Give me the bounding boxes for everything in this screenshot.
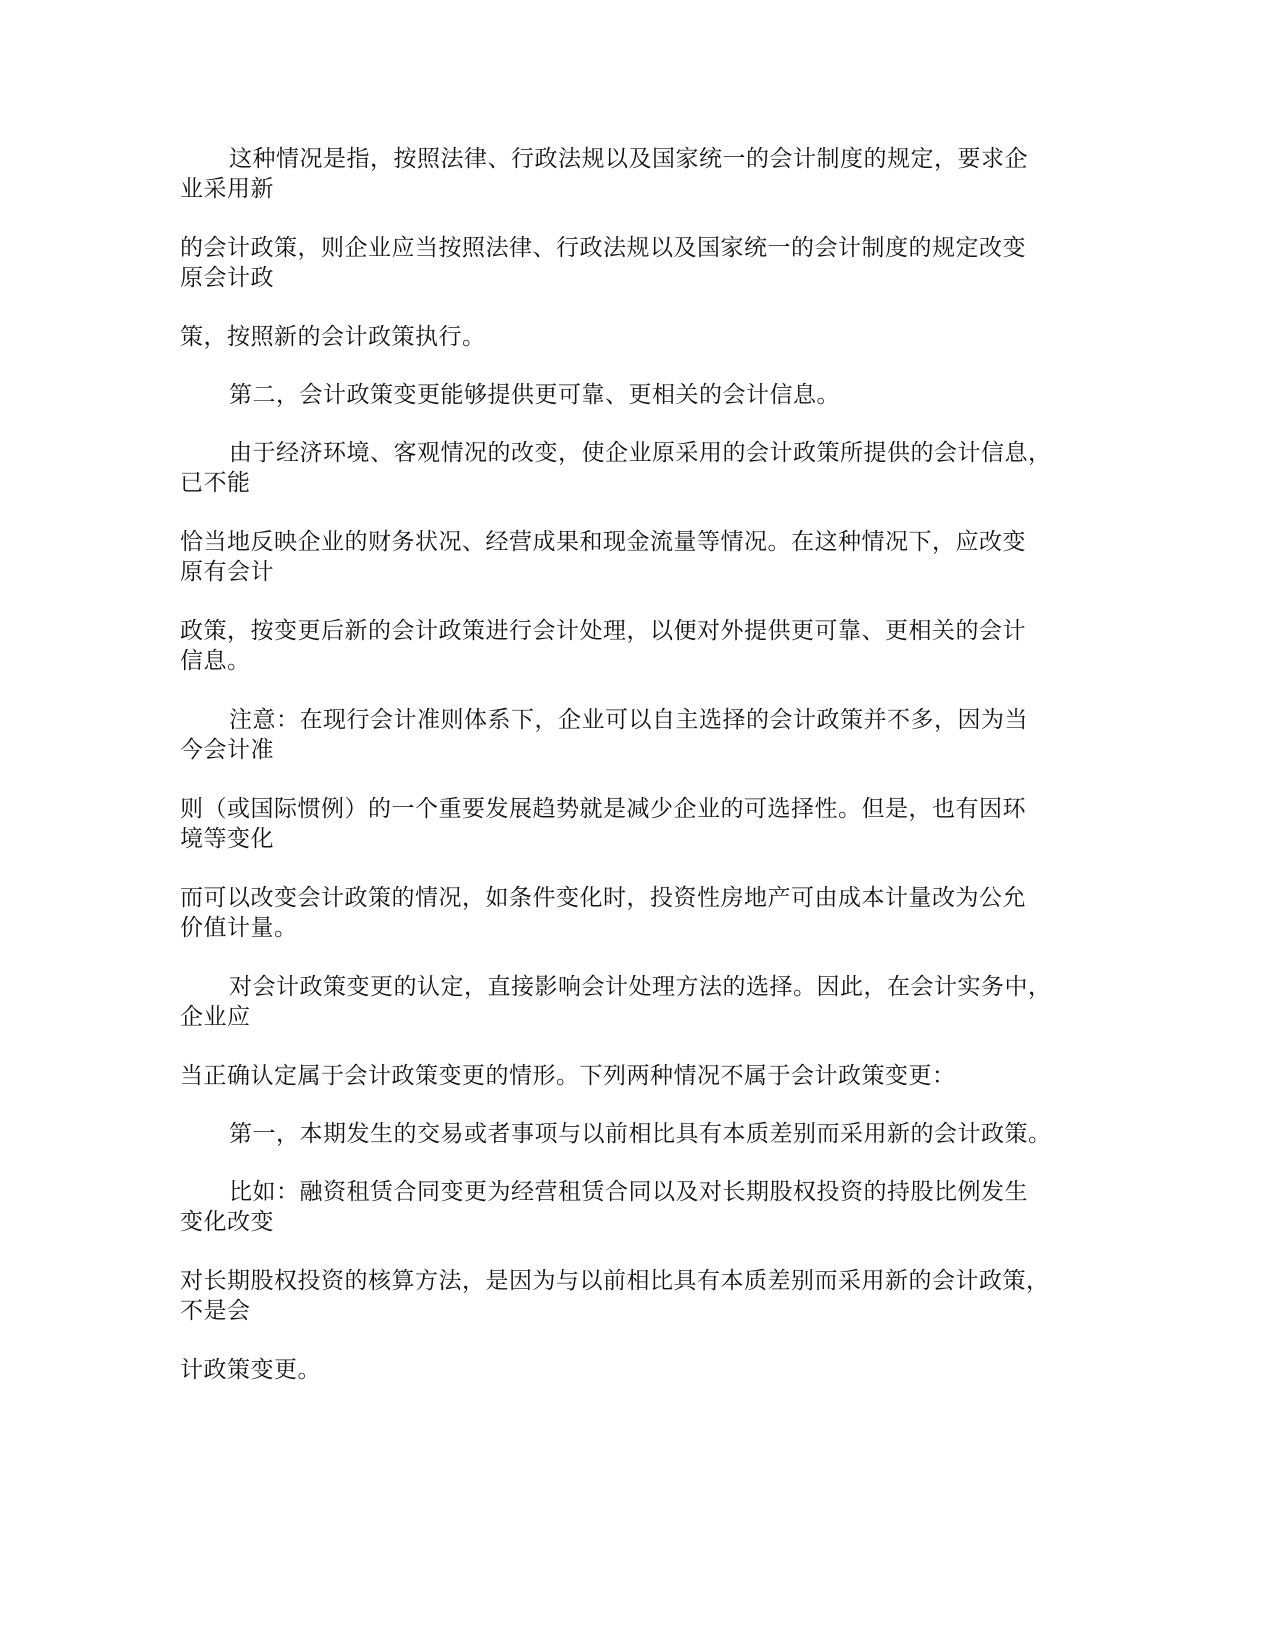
text-line: 价值计量。 bbox=[180, 915, 298, 941]
text-line: 对会计政策变更的认定，直接影响会计处理方法的选择。因此，在会计实务中， bbox=[229, 974, 1052, 1000]
text-line: 企业应 bbox=[180, 1004, 251, 1030]
text-line: 业采用新 bbox=[180, 176, 274, 202]
text-line: 则（或国际惯例）的一个重要发展趋势就是减少企业的可选择性。但是，也有因环 bbox=[180, 796, 1026, 822]
text-line: 信息。 bbox=[180, 648, 251, 674]
text-line: 对长期股权投资的核算方法，是因为与以前相比具有本质差别而采用新的会计政策， bbox=[180, 1268, 1050, 1294]
text-line: 比如：融资租赁合同变更为经营租赁合同以及对长期股权投资的持股比例发生 bbox=[229, 1179, 1028, 1205]
text-line: 变化改变 bbox=[180, 1209, 274, 1235]
text-line: 而可以改变会计政策的情况，如条件变化时，投资性房地产可由成本计量改为公允 bbox=[180, 885, 1026, 911]
text-line: 计政策变更。 bbox=[180, 1357, 321, 1383]
text-line: 注意：在现行会计准则体系下，企业可以自主选择的会计政策并不多，因为当 bbox=[229, 707, 1028, 733]
text-line: 政策，按变更后新的会计政策进行会计处理，以便对外提供更可靠、更相关的会计 bbox=[180, 618, 1026, 644]
text-line: 境等变化 bbox=[180, 826, 274, 852]
text-line: 策，按照新的会计政策执行。 bbox=[180, 324, 486, 350]
text-line: 第二，会计政策变更能够提供更可靠、更相关的会计信息。 bbox=[229, 382, 840, 408]
text-line: 第一，本期发生的交易或者事项与以前相比具有本质差别而采用新的会计政策。 bbox=[229, 1121, 1052, 1147]
text-line: 原会计政 bbox=[180, 265, 274, 291]
text-line: 由于经济环境、客观情况的改变，使企业原采用的会计政策所提供的会计信息， bbox=[229, 440, 1052, 466]
text-line: 当正确认定属于会计政策变更的情形。下列两种情况不属于会计政策变更： bbox=[180, 1063, 956, 1089]
text-line: 恰当地反映企业的财务状况、经营成果和现金流量等情况。在这种情况下，应改变 bbox=[180, 529, 1026, 555]
text-line: 的会计政策，则企业应当按照法律、行政法规以及国家统一的会计制度的规定改变 bbox=[180, 235, 1026, 261]
text-line: 已不能 bbox=[180, 470, 251, 496]
text-line: 这种情况是指，按照法律、行政法规以及国家统一的会计制度的规定，要求企 bbox=[229, 146, 1028, 172]
text-line: 原有会计 bbox=[180, 559, 274, 585]
text-line: 不是会 bbox=[180, 1298, 251, 1324]
text-line: 今会计准 bbox=[180, 737, 274, 763]
